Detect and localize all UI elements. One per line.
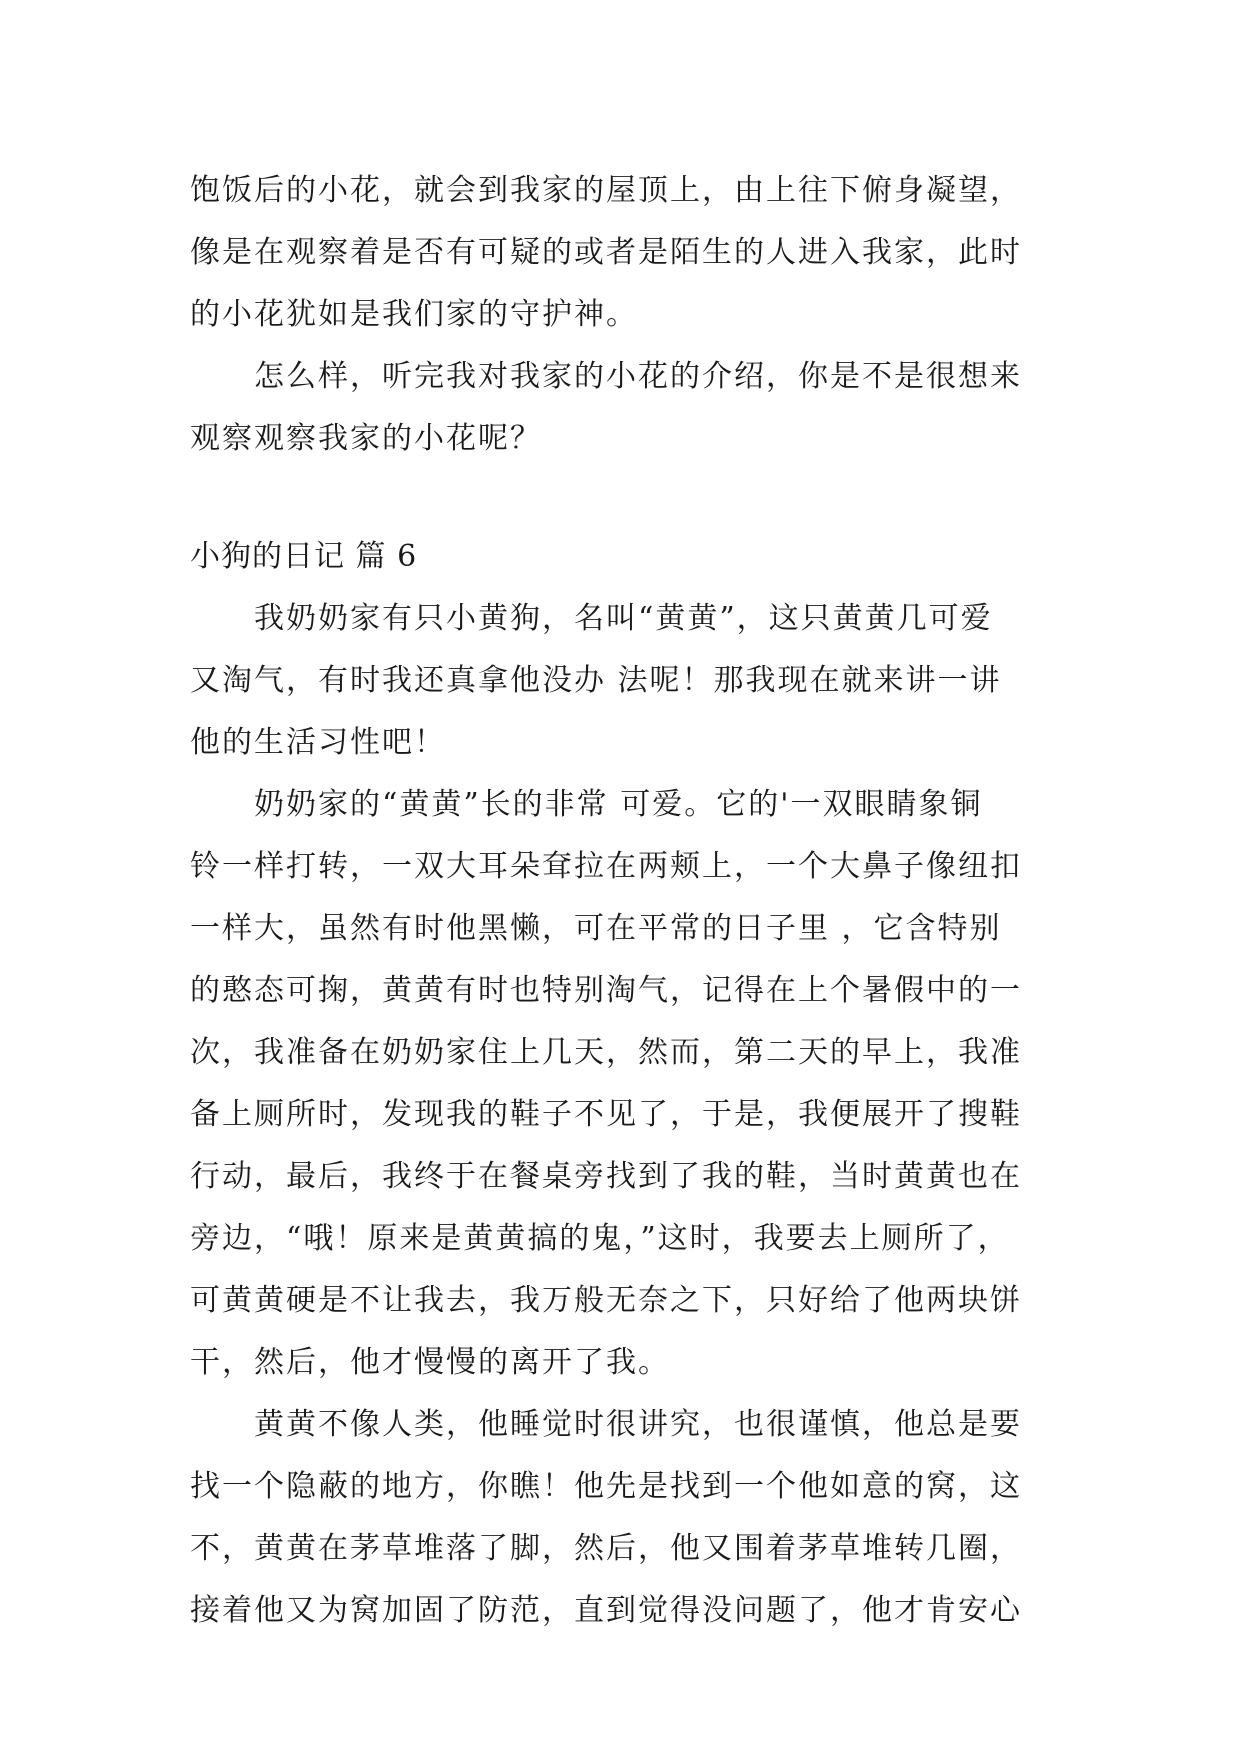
text-line: 的憨态可掬，黄黄有时也特别淘气，记得在上个暑假中的一 <box>190 973 1022 1008</box>
text-line: 不，黄黄在茅草堆落了脚，然后，他又围着茅草堆转几圈， <box>190 1531 1022 1566</box>
text-line: 像是在观察着是否有可疑的或者是陌生的人进入我家，此时 <box>190 235 1022 270</box>
text-line: 奶奶家的“黄黄”长的非常 可爱。它的'一双眼睛象铜 <box>254 787 983 822</box>
text-line: 一样大，虽然有时他黑懒，可在平常的日子里 ，它含特别 <box>190 911 1002 946</box>
text-line: 观察观察我家的小花呢？ <box>190 421 542 456</box>
paragraph <box>190 160 1050 346</box>
paragraph <box>190 346 1050 470</box>
text-line: 的小花犹如是我们家的守护神。 <box>190 297 638 332</box>
text-line: 又淘气，有时我还真拿他没办 法呢！那我现在就来讲一讲 <box>190 663 1002 698</box>
text-line: 找一个隐蔽的地方，你瞧！他先是找到一个他如意的窝，这 <box>190 1469 1022 1504</box>
section-title: 小狗的日记 篇 6 <box>190 539 418 574</box>
text-line: 备上厕所时，发现我的鞋子不见了，于是，我便展开了搜鞋 <box>190 1097 1022 1132</box>
text-line: 行动，最后，我终于在餐桌旁找到了我的鞋，当时黄黄也在 <box>190 1159 1022 1194</box>
text-line: 怎么样，听完我对我家的小花的介绍，你是不是很想来 <box>254 359 1022 394</box>
text-line: 接着他又为窝加固了防范，直到觉得没问题了，他才肯安心 <box>190 1593 1022 1628</box>
text-line: 我奶奶家有只小黄狗，名叫“黄黄”，这只黄黄几可爱 <box>254 601 993 636</box>
paragraph <box>190 588 1050 774</box>
text-line: 干，然后，他才慢慢的离开了我。 <box>190 1345 670 1380</box>
text-line: 饱饭后的小花，就会到我家的屋顶上，由上往下俯身凝望， <box>190 173 1022 208</box>
text-line: 可黄黄硬是不让我去，我万般无奈之下，只好给了他两块饼 <box>190 1283 1022 1318</box>
paragraph <box>190 774 1050 1394</box>
text-line: 黄黄不像人类，他睡觉时很讲究，也很谨慎，他总是要 <box>254 1407 1022 1442</box>
text-line: 铃一样打转，一双大耳朵耷拉在两颊上，一个大鼻子像纽扣 <box>190 849 1022 884</box>
text-line: 旁边，“哦！原来是黄黄搞的鬼，”这时，我要去上厕所了， <box>190 1221 1010 1256</box>
section-gap <box>190 470 1050 526</box>
text-line: 他的生活习性吧！ <box>190 725 446 760</box>
paragraph <box>190 1394 1050 1642</box>
document-body <box>190 160 1050 1642</box>
text-line: 次，我准备在奶奶家住上几天，然而，第二天的早上，我准 <box>190 1035 1022 1070</box>
